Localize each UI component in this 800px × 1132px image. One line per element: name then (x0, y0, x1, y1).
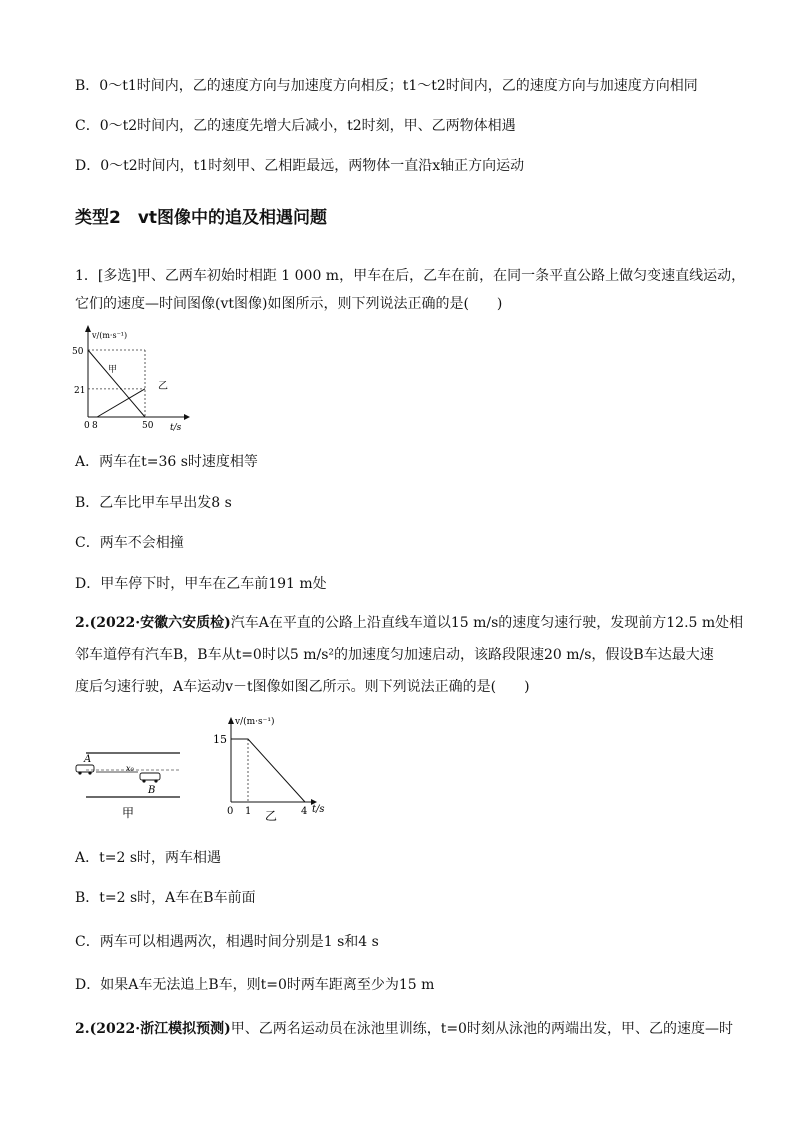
q2-option-d: D．如果A车无法追上B车，则t=0时两车距离至少为15 m (75, 977, 435, 993)
q1-option-a: A．两车在t=36 s时速度相等 (75, 454, 258, 470)
q3-source: 2.(2022·浙江模拟预测) (75, 1021, 231, 1037)
q2-x-tick-1: 1 (245, 806, 252, 817)
option-b-prev: B．0～t1时间内，乙的速度方向与加速度方向相反；t1～t2时间内，乙的速度方向与加速度方向相同 (75, 78, 698, 94)
q1-y-tick-21: 21 (74, 386, 86, 396)
q2-stem-line2: 邻车道停有汽车B，B车从t=0时以5 m/s²的加速度匀加速启动，该路段限速20 m/s，假设B车达最大速 (75, 647, 714, 663)
section-heading: 类型2 vt图像中的追及相遇问题 (75, 208, 328, 228)
q1-y-tick-50: 50 (72, 347, 84, 357)
caption-yi: 乙 (265, 809, 278, 823)
q2-x-axis-label: t/s (312, 804, 325, 815)
q2-stem-line1 (75, 613, 743, 633)
series-jia-line (88, 350, 145, 417)
q2-vt-graph (205, 712, 345, 824)
car-b-icon (140, 773, 160, 783)
series-yi-line (97, 389, 145, 417)
q1-vt-graph (70, 322, 190, 434)
q1-option-c: C．两车不会相撞 (75, 535, 184, 551)
q1-x-tick-50: 50 (142, 421, 154, 431)
label-car-b: B (148, 785, 156, 796)
q3-stem-line1 (75, 1019, 733, 1039)
q1-x-arrow (184, 414, 190, 420)
q2-y-axis-label: v/(m·s⁻¹) (235, 717, 275, 727)
series-yi-label: 乙 (158, 381, 168, 392)
option-c-prev: C．0～t2时间内，乙的速度先增大后减小，t2时刻，甲、乙两物体相遇 (75, 118, 516, 134)
label-x0: x₀ (126, 764, 134, 773)
car-a-vt-line (231, 739, 305, 802)
q2-road-figure (72, 745, 187, 825)
q1-x-tick-8: 8 (92, 421, 98, 431)
q1-x-tick-0: 0 (84, 421, 90, 431)
q2-option-a: A．t=2 s时，两车相遇 (75, 850, 222, 866)
q2-source: 2.(2022·安徽六安质检) (75, 615, 231, 631)
q1-x-axis-label: t/s (170, 423, 182, 433)
q1-option-d: D．甲车停下时，甲车在乙车前191 m处 (75, 576, 327, 592)
label-car-a: A (84, 754, 92, 765)
q3-stem-text1: 甲、乙两名运动员在泳池里训练，t=0时刻从泳池的两端出发，甲、乙的速度—时 (230, 1021, 733, 1037)
q2-y-arrow (228, 717, 234, 724)
q1-y-axis-label: v/(m·s⁻¹) (92, 331, 128, 340)
series-jia-label: 甲 (108, 365, 118, 375)
q1-stem-line1: 1．[多选]甲、乙两车初始时相距 1 000 m，甲车在后，乙车在前，在同一条平直公路上做匀变速直线运动， (75, 268, 746, 284)
q2-y-tick-15: 15 (213, 733, 227, 746)
q2-stem-text1: 汽车A在平直的公路上沿直线车道以15 m/s的速度匀速行驶，发现前方12.5 m处相 (230, 615, 744, 631)
q1-stem-line2: 它们的速度—时间图像(vt图像)如图所示，则下列说法正确的是( ) (75, 296, 503, 312)
q2-x-tick-4: 4 (301, 806, 308, 817)
q2-option-c: C．两车可以相遇两次，相遇时间分别是1 s和4 s (75, 934, 379, 950)
q2-x-tick-0: 0 (227, 806, 234, 817)
q2-option-b: B．t=2 s时，A车在B车前面 (75, 890, 256, 906)
caption-jia: 甲 (122, 806, 135, 820)
option-d-prev: D．0～t2时间内，t1时刻甲、乙相距最远，两物体一直沿x轴正方向运动 (75, 158, 525, 174)
q1-option-b: B．乙车比甲车早出发8 s (75, 495, 232, 511)
q2-stem-line3: 度后匀速行驶，A车运动v－t图像如图乙所示。则下列说法正确的是( ) (75, 679, 530, 695)
q1-y-arrow (85, 325, 91, 332)
